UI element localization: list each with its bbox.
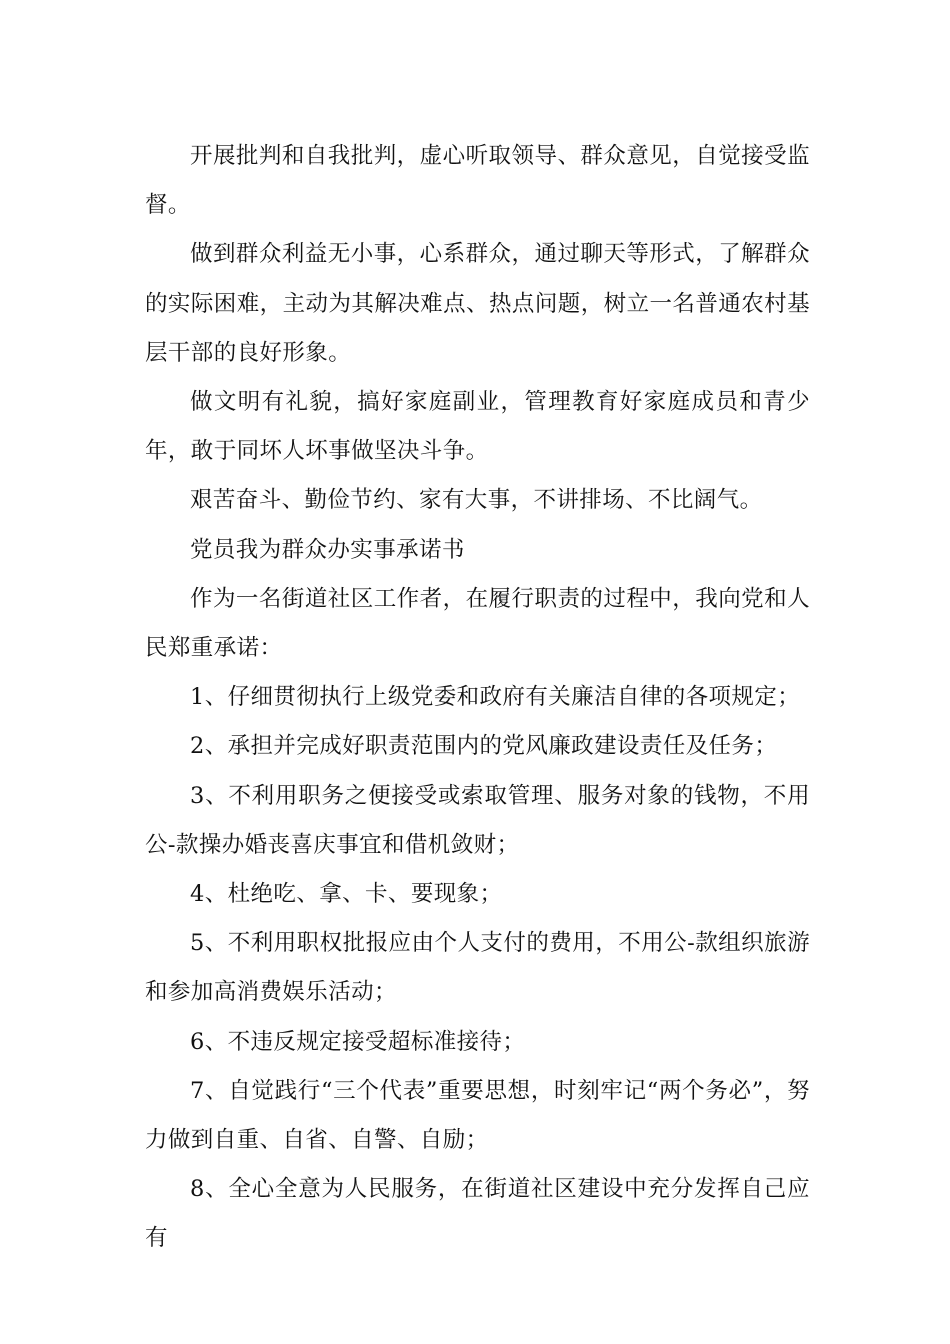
pledge-item-5: 5、不利用职权批报应由个人支付的费用，不用公-款组织旅游和参加高消费娱乐活动； [145, 930, 810, 1006]
paragraph-self-criticism: 开展批判和自我批判，虚心听取领导、群众意见，自觉接受监督。 [145, 143, 810, 219]
section-title: 党员我为群众办实事承诺书 [190, 536, 465, 563]
pledge-item-8: 8、全心全意为人民服务，在街道社区建设中充分发挥自己应有 [145, 1176, 810, 1252]
paragraph-frugality: 艰苦奋斗、勤俭节约、家有大事，不讲排场、不比阔气。 [190, 487, 763, 514]
pledge-item-3: 3、不利用职务之便接受或索取管理、服务对象的钱物，不用公-款操办婚丧喜庆事宜和借机敛财； [145, 782, 810, 858]
pledge-item-7: 7、自觉践行“三个代表”重要思想，时刻牢记“两个务必”，努力做到自重、自省、自警、自励； [145, 1077, 810, 1154]
pledge-item-6: 6、不违反规定接受超标准接待； [190, 1028, 526, 1055]
pledge-item-4: 4、杜绝吃、拿、卡、要现象； [190, 881, 503, 908]
paragraph-civility: 做文明有礼貌，搞好家庭副业，管理教育好家庭成员和青少年，敢于同坏人坏事做坚决斗争。 [145, 389, 810, 465]
paragraph-pledge-intro: 作为一名街道社区工作者，在履行职责的过程中，我向党和人民郑重承诺： [145, 585, 810, 662]
document-body [145, 132, 810, 1264]
paragraph-serve-masses: 做到群众利益无小事，心系群众，通过聊天等形式，了解群众的实际困难，主动为其解决难点、热点问题，树立一名普通农村基层干部的良好形象。 [145, 241, 810, 366]
pledge-item-1: 1、仔细贯彻执行上级党委和政府有关廉洁自律的各项规定； [190, 684, 801, 711]
pledge-item-2: 2、承担并完成好职责范围内的党风廉政建设责任及任务； [190, 733, 778, 760]
